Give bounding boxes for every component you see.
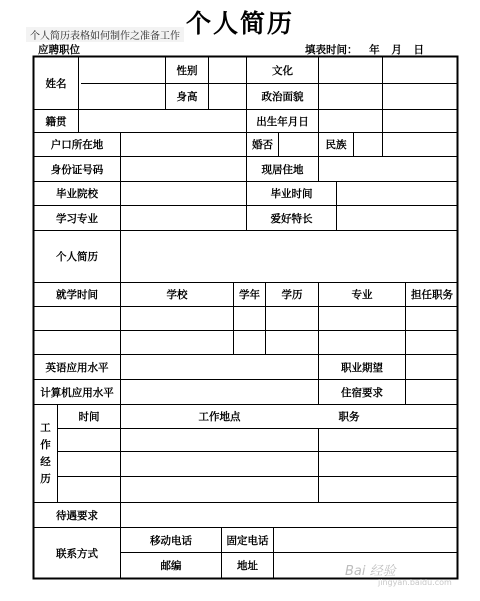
computer-level-label: 计算机应用水平 (40, 386, 114, 399)
school-label: 毕业院校 (56, 188, 98, 200)
housing-requirement-label: 住宿要求 (341, 386, 383, 399)
ethnicity-label: 民族 (325, 139, 347, 151)
job-expectation-label: 职业期望 (341, 361, 383, 374)
work-experience-char: 工 (40, 421, 51, 434)
native-place-label: 籍贯 (45, 115, 67, 128)
gender-label: 性别 (176, 64, 198, 77)
height-label: 身高 (176, 91, 198, 103)
fill-date-year: 年 (369, 44, 380, 56)
hobbies-label: 爱好特长 (270, 212, 313, 225)
work-time-header: 时间 (78, 411, 100, 423)
fill-date-day: 日 (413, 44, 424, 56)
resume-section-label: 个人简历 (56, 251, 98, 263)
hukou-label: 户口所在地 (50, 139, 104, 151)
study-period-header: 就学时间 (56, 289, 98, 301)
duties-header: 担任职务 (411, 289, 453, 301)
work-position-header: 职务 (338, 411, 360, 423)
work-experience-char: 经 (40, 455, 51, 468)
baidu-watermark: Bai 经验 (345, 564, 396, 579)
degree-header: 学历 (281, 289, 303, 301)
salary-requirement-label: 待遇要求 (56, 509, 98, 522)
caption-text: 个人简历表格如何制作之准备工作 (26, 27, 184, 42)
postcode-label: 邮编 (160, 560, 182, 572)
contact-info-label: 联系方式 (56, 547, 98, 560)
english-level-label: 英语应用水平 (45, 361, 109, 374)
page-title: 个人简历 (185, 9, 294, 38)
graduation-time-label: 毕业时间 (270, 188, 313, 200)
work-place-header: 工作地点 (198, 411, 241, 423)
id-number-label: 身份证号码 (50, 163, 104, 176)
school-name-header: 学校 (166, 289, 188, 301)
work-experience-text (40, 420, 51, 488)
work-experience-char: 历 (40, 472, 51, 485)
school-years-header: 学年 (239, 289, 260, 301)
current-address-label: 现居住地 (261, 163, 304, 176)
address-label: 地址 (237, 560, 258, 572)
fill-date-label: 填表时间： (305, 44, 358, 56)
work-experience-char: 作 (40, 438, 51, 451)
work-experience-label (34, 405, 57, 502)
education-level-label: 文化 (272, 64, 293, 77)
fill-date-month: 月 (391, 44, 402, 56)
birth-date-label: 出生年月日 (256, 115, 309, 128)
political-status-label: 政治面貌 (261, 91, 304, 103)
baidu-watermark-url: jingyan.baidu.com (378, 578, 452, 587)
position-applied-label: 应聘职位 (38, 44, 80, 56)
landline-phone-label: 固定电话 (226, 534, 269, 547)
marital-status-label: 婚否 (252, 139, 273, 151)
name-label: 姓名 (45, 77, 67, 90)
mobile-phone-label: 移动电话 (150, 534, 192, 547)
specialty-header: 专业 (351, 289, 373, 301)
major-label: 学习专业 (56, 212, 98, 225)
